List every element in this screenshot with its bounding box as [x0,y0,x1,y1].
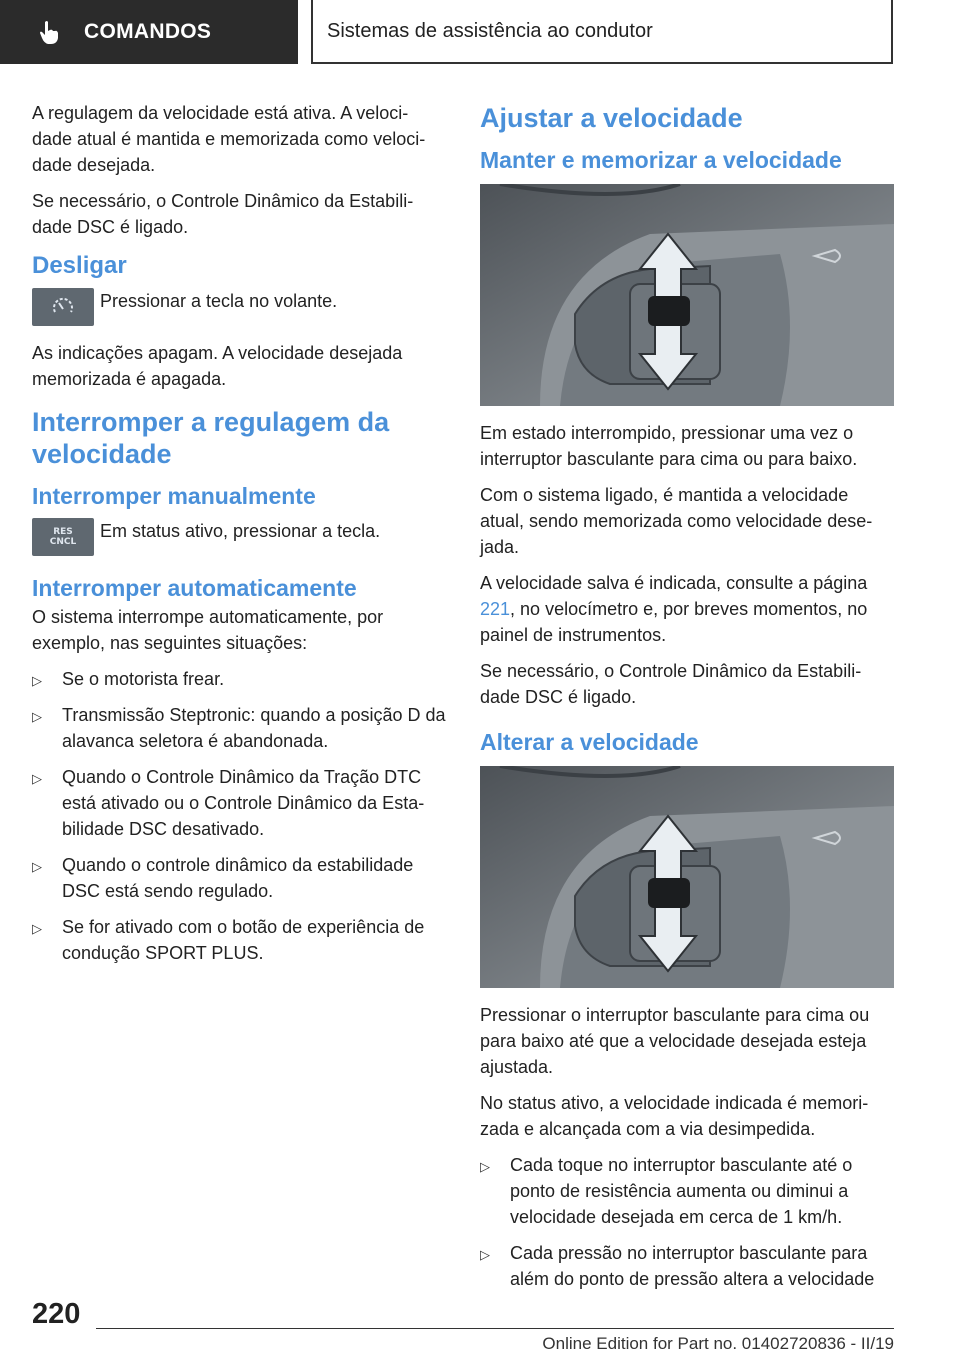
bullet-icon: ▷ [32,921,42,936]
bullet-icon: ▷ [480,1247,490,1262]
bullet-icon: ▷ [32,859,42,874]
section-tab [0,0,298,64]
left-column [32,100,448,976]
bullet-icon: ▷ [32,709,42,724]
paragraph: Com o sistema ligado, é mantida a velocidade atual, sendo memorizada como velocidade dese-jada. [480,485,873,557]
list-item: ▷ Se o motorista frear. [32,666,448,692]
chapter-header [311,0,893,64]
edition-note: Online Edition for Part no. 01402720836 - II/19 [542,1334,894,1353]
page-number: 220 [32,1298,81,1330]
paragraph: Pressionar o interruptor basculante para cima ou para baixo até que a velocidade desejada esteja ajustada. [480,1005,870,1077]
res-cncl-key [32,518,94,556]
paragraph: No status ativo, a velocidade indicada é memori-zada e alcançada com a via desimpedida. [480,1093,869,1139]
alterar-list [480,1152,896,1292]
hand-pointer-icon [36,19,62,45]
paragraph: A regulagem da velocidade está ativa. A veloci-dade atual é mantida e memorizada como veloci-dade desejada. [32,103,426,175]
speed-control-off-icon [50,296,76,318]
heading-manual: Interromper manualmente [32,483,316,509]
manual-instruction [32,518,448,556]
list-item: ▷ Cada pressão no interruptor basculante para além do ponto de pressão altera a velocidade [480,1243,875,1289]
chapter-title: Sistemas de assistência ao condutor [327,19,653,42]
desligar-text: Pressionar a tecla no volante. [100,291,338,311]
heading-desligar: Desligar [32,252,127,279]
right-column [480,100,896,1302]
bullet-icon: ▷ [32,673,42,688]
steering-wheel-switch-image [480,766,894,988]
speed-control-off-key [32,288,94,326]
heading-manter: Manter e memorizar a velocidade [480,147,842,173]
manual-text: Em status ativo, pressionar a tecla. [100,521,381,541]
auto-list [32,666,448,966]
heading-alterar: Alterar a velocidade [480,729,699,755]
paragraph: Se necessário, o Controle Dinâmico da Estabili-dade DSC é ligado. [480,661,862,707]
page-link[interactable]: 221 [480,599,511,619]
list-item: ▷ Cada toque no interruptor basculante até o ponto de resistência aumenta ou diminui a velocidade desejada em cerca de 1 km/h. [480,1155,853,1227]
list-item: ▷ Se for ativado com o botão de experiência de condução SPORT PLUS. [32,917,425,963]
list-item: ▷ Quando o Controle Dinâmico da Tração DTC está ativado ou o Controle Dinâmico da Esta-bilidade DSC desativado. [32,767,425,839]
heading-ajustar: Ajustar a velocidade [480,103,743,133]
section-label: COMANDOS [84,20,212,43]
heading-interromper: Interromper a regulagem da velocidade [32,407,390,469]
steering-wheel-switch-image [480,184,894,406]
heading-auto: Interromper automaticamente [32,575,357,601]
bullet-icon: ▷ [480,1159,490,1174]
bullet-icon: ▷ [32,771,42,786]
cncl-label: CNCL [49,537,77,547]
paragraph: O sistema interrompe automaticamente, por exemplo, nas seguintes situações: [32,607,384,653]
paragraph: A velocidade salva é indicada, consulte a página 221, no velocímetro e, por breves momentos, no painel de instrumentos. [480,573,868,645]
list-item: ▷ Transmissão Steptronic: quando a posição D da alavanca seletora é abandonada. [32,705,446,751]
paragraph: As indicações apagam. A velocidade desejada memorizada é apagada. [32,343,403,389]
list-item: ▷ Quando o controle dinâmico da estabilidade DSC está sendo regulado. [32,855,414,901]
paragraph: Em estado interrompido, pressionar uma vez o interruptor basculante para cima ou para baixo. [480,423,858,469]
footer-divider [96,1328,894,1329]
desligar-instruction [32,288,448,326]
res-label: RES [53,527,73,537]
paragraph: Se necessário, o Controle Dinâmico da Estabili-dade DSC é ligado. [32,191,414,237]
